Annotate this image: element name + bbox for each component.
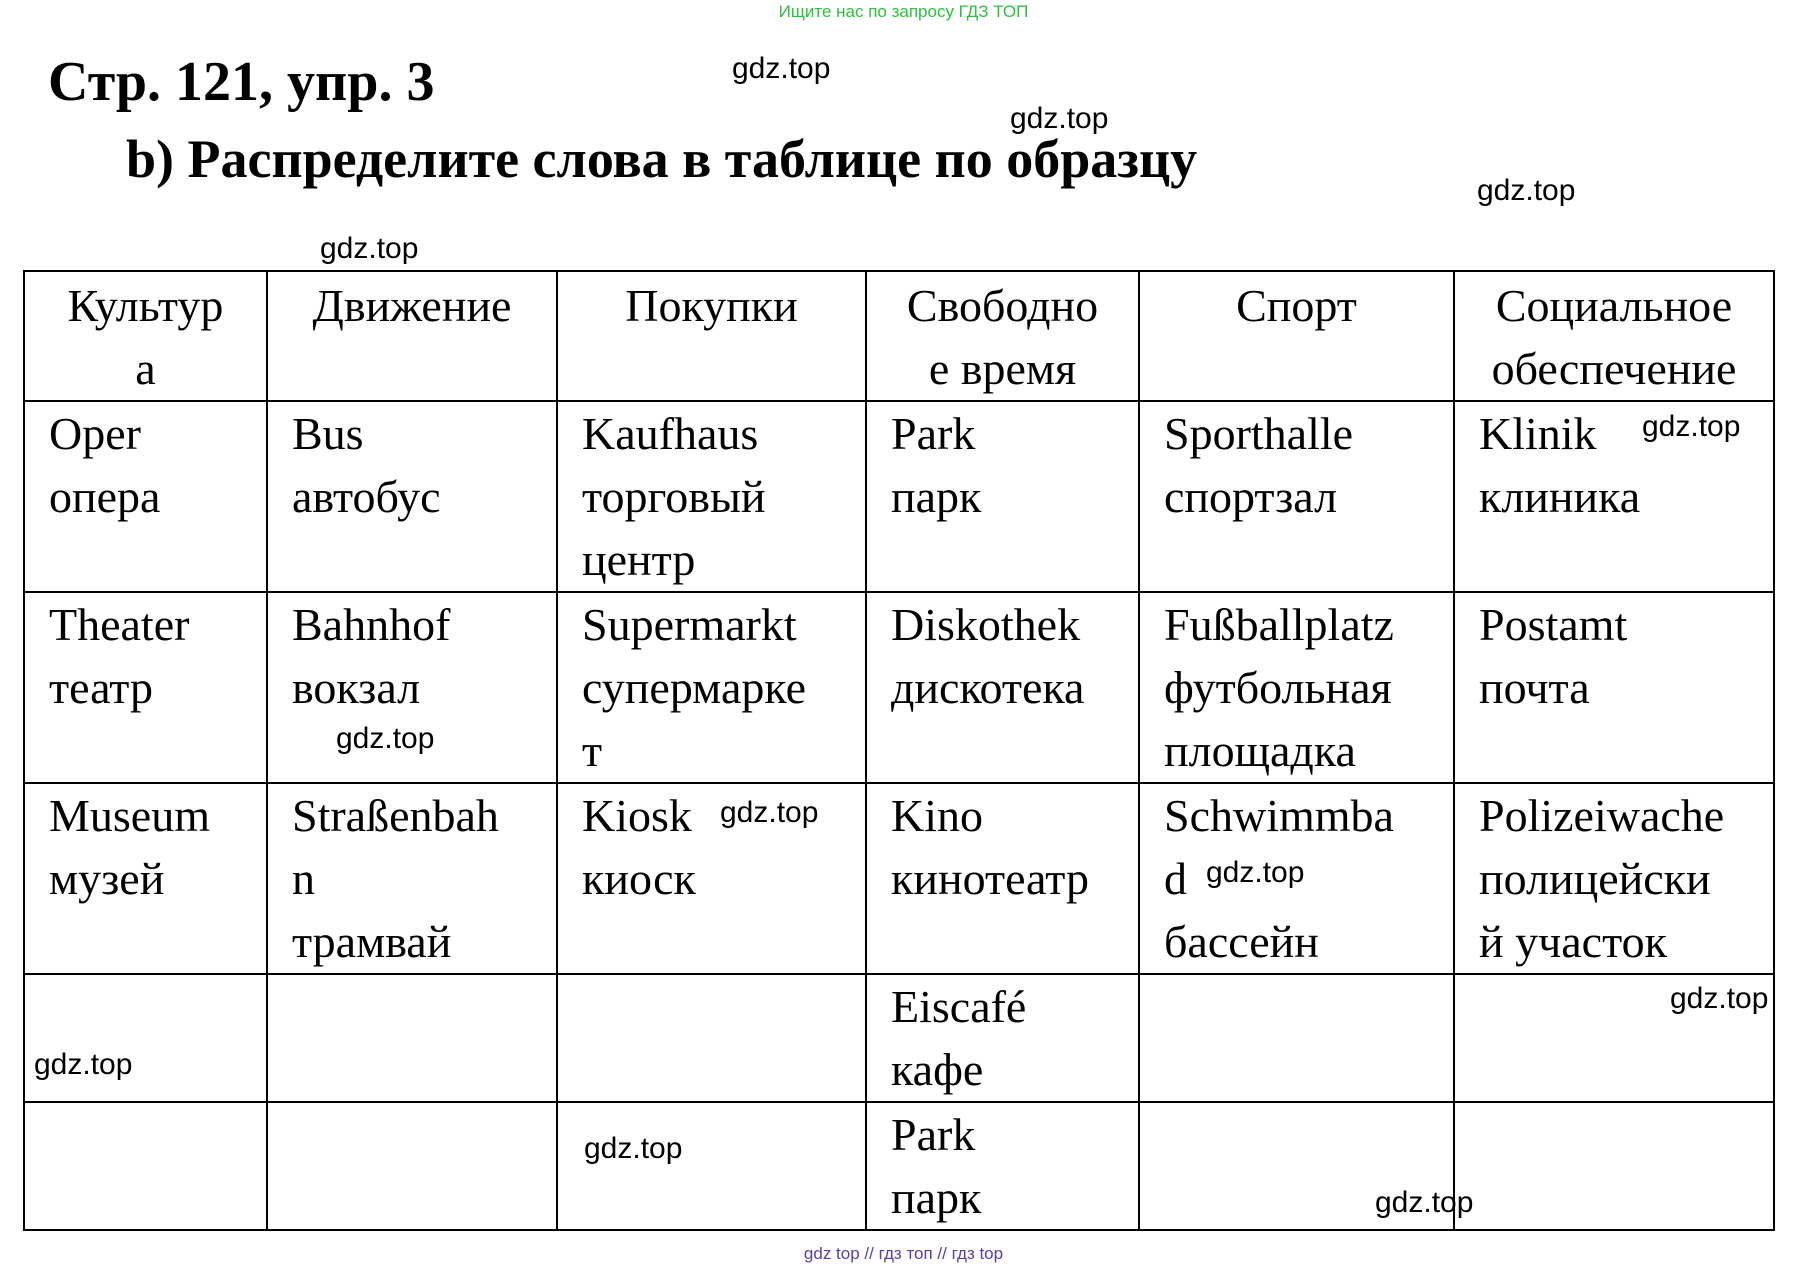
watermark: gdz.top (336, 722, 435, 755)
header-social: Социальное обеспечение (1454, 271, 1774, 401)
table-cell: Klinik клиника (1454, 401, 1774, 592)
table-cell: Postamt почта (1454, 592, 1774, 783)
table-row (24, 783, 1774, 974)
table-row (24, 592, 1774, 783)
table-cell: Park парк (866, 401, 1139, 592)
table-cell: Diskothek дискотека (866, 592, 1139, 783)
table-cell-empty (267, 974, 557, 1102)
watermark: gdz.top (720, 796, 819, 829)
header-culture: Культур а (24, 271, 267, 401)
table-cell: Oper опера (24, 401, 267, 592)
top-banner-link[interactable]: Ищите нас по запросу ГДЗ ТОП (778, 2, 1029, 21)
watermark: gdz.top (1010, 102, 1109, 135)
table-cell: Schwimmba d бассейн (1139, 783, 1454, 974)
watermark: gdz.top (1642, 410, 1741, 443)
table-cell-empty (24, 1102, 267, 1230)
table-cell-empty (1139, 974, 1454, 1102)
table-cell: Bahnhof вокзал (267, 592, 557, 783)
table-cell-empty (557, 1102, 866, 1230)
table-cell-empty (557, 974, 866, 1102)
table-cell: Bus автобус (267, 401, 557, 592)
table-cell: Polizeiwache полицейски й участок (1454, 783, 1774, 974)
watermark: gdz.top (732, 52, 831, 85)
watermark: gdz.top (1670, 982, 1769, 1015)
vocabulary-table (23, 270, 1775, 1231)
watermark: gdz.top (1206, 856, 1305, 889)
watermark: gdz.top (34, 1048, 133, 1081)
table-cell-empty (1454, 1102, 1774, 1230)
table-row (24, 401, 1774, 592)
table-cell: Supermarkt супермарке т (557, 592, 866, 783)
table-cell: Kaufhaus торговый центр (557, 401, 866, 592)
table-row (24, 1102, 1774, 1230)
watermark: gdz.top (1375, 1186, 1474, 1219)
watermark: gdz.top (584, 1132, 683, 1165)
page-title: Стр. 121, упр. 3 (48, 51, 435, 113)
watermark: gdz.top (1477, 174, 1576, 207)
table-cell-empty (267, 1102, 557, 1230)
header-sport: Спорт (1139, 271, 1454, 401)
table-cell: Park парк (866, 1102, 1139, 1230)
table-cell: Kiosk киоск (557, 783, 866, 974)
footer-links[interactable]: gdz top // гдз топ // гдз top (803, 1244, 1004, 1263)
header-free-time: Свободно е время (866, 271, 1139, 401)
table-cell: Museum музей (24, 783, 267, 974)
table-cell: Straßenbah n трамвай (267, 783, 557, 974)
table-header-row (24, 271, 1774, 401)
exercise-instruction: b) Распределите слова в таблице по образцу (126, 129, 1198, 189)
table-row (24, 974, 1774, 1102)
table-cell: Eiscafé кафе (866, 974, 1139, 1102)
table-cell: Theater театр (24, 592, 267, 783)
header-shopping: Покупки (557, 271, 866, 401)
header-transport: Движение (267, 271, 557, 401)
table-cell: Fußballplatz футбольная площадка (1139, 592, 1454, 783)
table-cell-empty (24, 974, 267, 1102)
table-cell: Sporthalle спортзал (1139, 401, 1454, 592)
table-cell: Kino кинотеатр (866, 783, 1139, 974)
watermark: gdz.top (320, 232, 419, 265)
